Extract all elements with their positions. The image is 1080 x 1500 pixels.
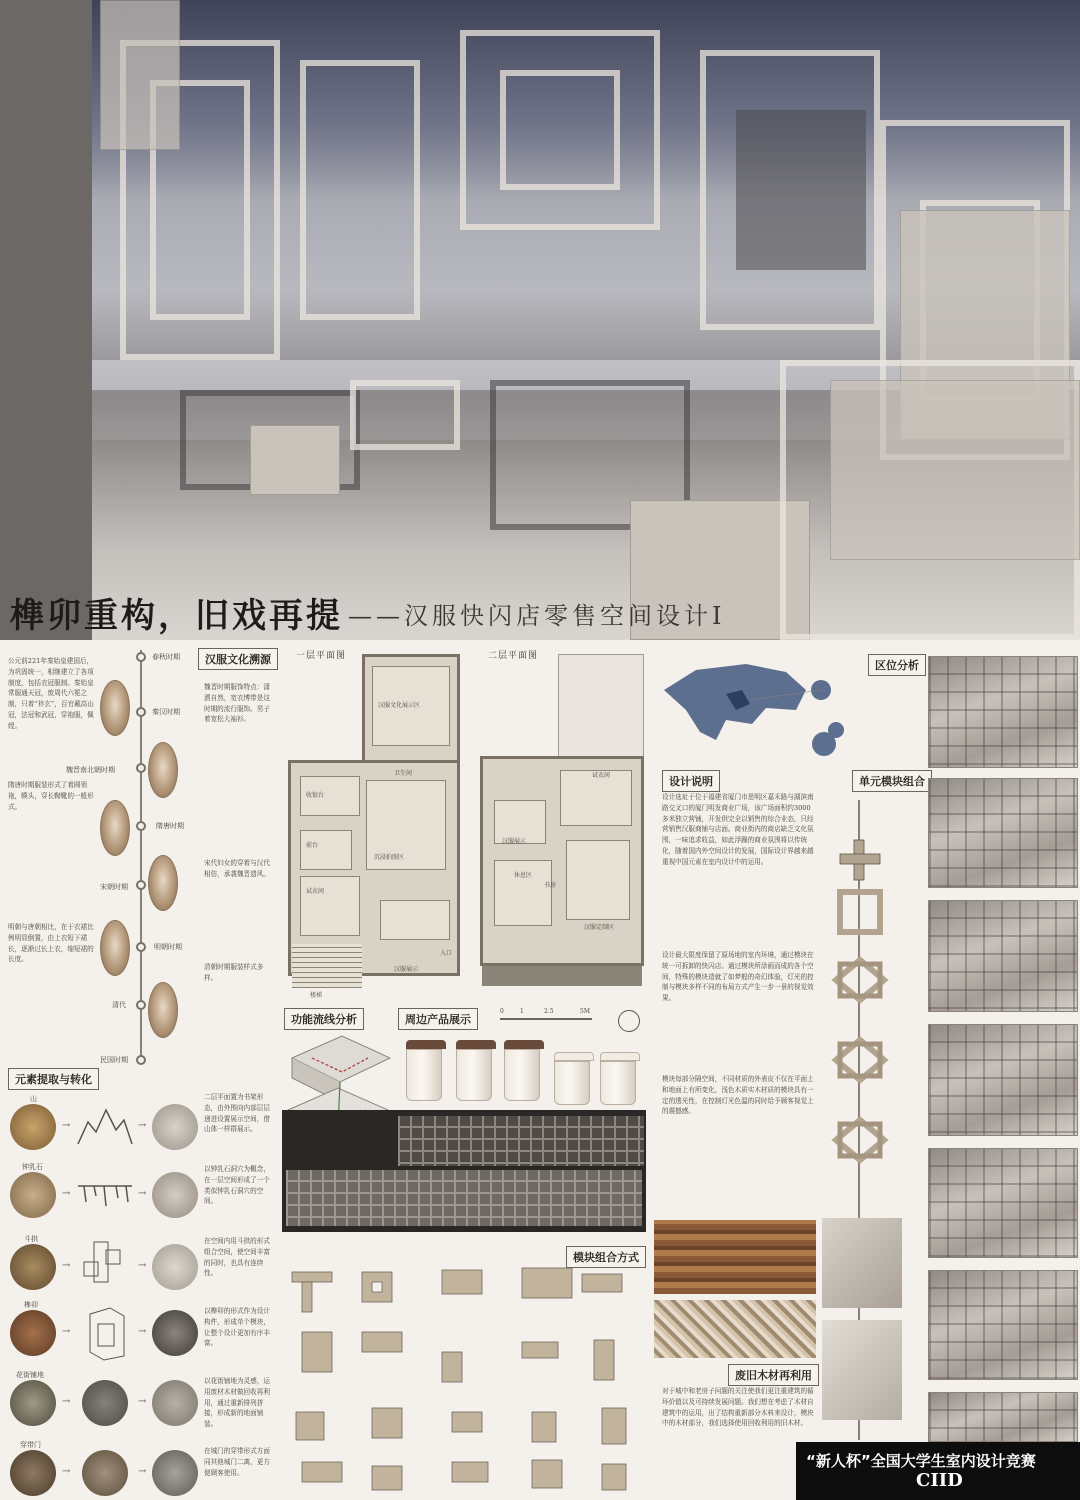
compass-icon: [618, 1010, 640, 1032]
module-cube: [822, 1320, 902, 1420]
wei-jin-text: 魏晋时期服饰特点：潇洒自然，宽衣博带是这时期的流行服饰。男子着宽松大袖衫。: [204, 683, 270, 724]
scale-tick: 0: [500, 1008, 504, 1015]
plan-label: 休息区: [514, 872, 533, 879]
sui-tang-text: 隋唐时期服装形式了着圆领袍，幞头，穿长靿靴的一般形式。: [8, 781, 94, 811]
element-name: 穿带门: [20, 1441, 41, 1449]
plan1-room: [300, 876, 360, 936]
section-design: 设计说明: [662, 770, 720, 792]
qing-text: 清朝时期服装样式多样。: [204, 963, 264, 982]
plan-label: 汉服展示: [502, 838, 527, 845]
era-label: 魏晋南北朝时期: [66, 766, 115, 774]
render-photo: [928, 1148, 1078, 1258]
hanfu-figure-qing: [148, 982, 178, 1038]
rock-sketch: [76, 1180, 134, 1210]
timeline-dot: [136, 1000, 146, 1010]
wood-text: 对于城中和老房子问题的关注使我们更注重建筑的循环价值以及可持续发展问题。我们想在考虑了木材自建筑中的运用，出了结构重新部分木料来设计，模块中的木材部分，我们选择使用回收利用的旧木材。: [662, 1387, 814, 1428]
arrow-icon: →: [62, 1188, 71, 1199]
era-label: 宋朝时期: [100, 883, 128, 891]
plan-label: 书房: [544, 882, 557, 889]
element-name: 钟乳石: [22, 1163, 43, 1171]
lattice-wall: [300, 60, 420, 320]
paving-texture: [82, 1380, 128, 1426]
plan-label: 试衣间: [306, 888, 325, 895]
locator-circle: [812, 732, 836, 756]
plan-label: 收银台: [306, 792, 325, 799]
plan-label: 汉服文化展示区: [378, 702, 421, 709]
render-photo: [928, 1024, 1078, 1136]
element-rock-text: 以钟乳石洞穴为概念，在一层空间形成了一个类似钟乳石洞穴的空间。: [204, 1165, 270, 1206]
door-render: [152, 1450, 198, 1496]
element-mountain-text: 二层平面置为书架形态，由外围向内部层层递进设置展示空间，借山体一样群展示。: [204, 1093, 270, 1134]
paving-photo: [10, 1380, 56, 1426]
plan-label: 汉服定制区: [584, 924, 615, 931]
rock-painting: [10, 1172, 56, 1218]
display-counter: [250, 425, 340, 495]
timeline-dot: [136, 880, 146, 890]
arrow-icon: →: [62, 1396, 71, 1407]
element-door-text: 在城门的穿带形式方面同其他城门二离，更方便顾客使用。: [204, 1447, 270, 1477]
plan1-stairs: [292, 944, 362, 988]
section-culture: 汉服文化溯源: [198, 648, 278, 670]
plan1-title: 一层平面图: [296, 651, 347, 661]
section-wood: 废旧木材再利用: [728, 1364, 819, 1386]
plan-label: 沉浸拍照区: [374, 854, 405, 861]
dougong-render: [152, 1244, 198, 1290]
module-exploded: [826, 830, 896, 1190]
section-lattice-lower: [286, 1170, 642, 1226]
lattice-wall: [500, 70, 620, 190]
paving-render: [152, 1380, 198, 1426]
product-cup: [504, 1040, 544, 1101]
hero-title: 榫卯重构，旧戏再提: [10, 596, 343, 636]
element-mortise-text: 以榫卯的形式作为设计构件，形成单个模块，让整个设计更加有序丰富。: [204, 1307, 270, 1348]
render-photo: [928, 1392, 1078, 1442]
door-detail: [82, 1450, 128, 1496]
render-photo: [928, 1270, 1078, 1380]
era-label: 明朝时期: [154, 943, 182, 951]
product-cup: [600, 1052, 640, 1105]
arrow-icon: →: [138, 1396, 147, 1407]
hanfu-figure-wei: [148, 742, 178, 798]
section-lattice-upper: [398, 1116, 644, 1166]
module-cube: [822, 1218, 902, 1308]
timeline-dot: [136, 763, 146, 773]
arrow-icon: →: [62, 1260, 71, 1271]
design-text-3: 模块每部分隔空间，不同材质的外表皮不仅在平面上和地面上有所变化，浅色木质实木材质的模块具有一定的透光性，在控制灯光色温的同时给予顾客视觉上的震撼感。: [662, 1075, 814, 1116]
plan-label: 楼梯: [310, 992, 323, 999]
section-elements: 元素提取与转化: [8, 1068, 99, 1090]
section-location: 区位分析: [868, 654, 926, 676]
section-modules: 模块组合方式: [566, 1246, 646, 1268]
ming-text: 明朝与唐朝相比，在于衣裙比例明显倒置，由上衣短下裙长，逐渐过长上衣，缩短裙的长度。: [8, 923, 94, 964]
mortise-render: [152, 1310, 198, 1356]
era-label: 隋唐时期: [156, 822, 184, 830]
plan-label: 汉服展示: [394, 966, 419, 973]
dougong-photo: [10, 1244, 56, 1290]
element-name: 榫卯: [24, 1301, 38, 1309]
song-text: 宋代妇女的穿着与汉代相仿，承袭魏晋遗风。: [204, 859, 270, 878]
wood-photo-2: [654, 1300, 816, 1358]
hanfu-figure-song: [148, 855, 178, 911]
plan2-base: [482, 966, 642, 986]
arrow-icon: →: [138, 1466, 147, 1477]
arrow-icon: →: [62, 1466, 71, 1477]
scale-tick: 5M: [580, 1008, 590, 1015]
plan-label: 前台: [306, 842, 319, 849]
arrow-icon: →: [62, 1120, 71, 1131]
scale-bar: [500, 1018, 592, 1020]
plan2-void: [558, 654, 644, 758]
design-text-2: 设计最大限度保留了原场地的室内环境，通过模块在统一可拆卸的快闪店。通过模块所涂画而成的各个空间，特殊的模块造就了如梦般的奇幻体验，灯光的控制与模块多样不同的布局方式产生一步一景的视觉效果。: [662, 951, 814, 1003]
plan2-room: [566, 840, 630, 920]
render-photo: [928, 778, 1078, 888]
plan1-room: [380, 900, 450, 940]
front-block: [830, 380, 1080, 560]
mortise-photo: [10, 1310, 56, 1356]
era-label: 秦汉时期: [152, 708, 180, 716]
badge-logo: CIID: [916, 1470, 963, 1491]
arrow-icon: →: [62, 1326, 71, 1337]
lattice-low: [350, 380, 460, 450]
era-label: 清代: [112, 1001, 126, 1009]
element-dougong-text: 在空间内用斗拱的形式组合空间，使空间丰富的同时，也具有连续性。: [204, 1237, 270, 1278]
hanfu-figure-tang: [100, 800, 130, 856]
door-photo: [10, 1450, 56, 1496]
element-name: 斗拱: [24, 1235, 38, 1243]
plan1-room: [300, 830, 352, 870]
dark-block: [736, 110, 866, 270]
hero-subtitle: ——汉服快闪店零售空间设计Ⅰ: [348, 602, 726, 630]
section-flow: 功能流线分析: [284, 1008, 364, 1030]
render-photo: [928, 656, 1078, 768]
design-text-1: 设计选址于位于福建省厦门市思明区嘉禾路与湖滨南路交叉口的厦门明发商业广场，该广场面积约3000多米独立营铺，开发供完全以销售的综合业态，只经营销售汉服商铺与店面。商业街内的商店缺乏文化氛围，一味追求收益，如此浮躁的商业氛围将以传统化，随着国内外空间设计的发展，国际设计界越来越重视中国元素在室内设计中的运用。: [662, 793, 814, 866]
product-cup: [406, 1040, 446, 1101]
era-label: 春秋时期: [152, 653, 180, 661]
timeline-dot: [136, 1055, 146, 1065]
plan-label: 入口: [440, 950, 453, 957]
mountain-sketch: [76, 1104, 134, 1148]
plan-label: 试衣间: [592, 772, 611, 779]
intro-text: 公元前221年秦始皇建国后，为巩固统一，相继建立了各项制度，包括衣冠服制。秦始皇常服通天冠，废周代六冕之制，只着“袗玄”，百官戴高山冠，法冠和武冠，穿袍服，佩绶。: [8, 657, 94, 730]
hanfu-figure-qin: [100, 680, 130, 736]
scale-tick: 2.5: [544, 1008, 554, 1015]
era-label: 民国时期: [100, 1056, 128, 1064]
arrow-icon: →: [138, 1260, 147, 1271]
arrow-icon: →: [138, 1120, 147, 1131]
section-products: 周边产品展示: [398, 1008, 478, 1030]
timeline-dot: [136, 821, 146, 831]
element-name: 花街铺地: [16, 1371, 44, 1379]
hero-render: [0, 0, 1080, 640]
arrow-icon: →: [138, 1326, 147, 1337]
wall-block: [100, 0, 180, 150]
mountain-painting: [10, 1104, 56, 1150]
product-cup: [456, 1040, 496, 1101]
module-combinations: [282, 1262, 646, 1498]
element-name: 山: [30, 1095, 37, 1103]
mountain-render: [152, 1104, 198, 1150]
dougong-sketch: [80, 1240, 130, 1288]
element-paving-text: 以花街铺地为灵感，运用废材木材做回收再利用，通过重新排列拼接，形成新的地面铺装。: [204, 1377, 270, 1429]
badge-title: “新人杯”全国大学生室内设计竞赛: [806, 1452, 1036, 1470]
section-unit: 单元模块组合: [852, 770, 932, 792]
mortise-sketch: [80, 1306, 130, 1362]
product-cup: [554, 1052, 594, 1105]
scale-tick: 1: [520, 1008, 524, 1015]
rock-render: [152, 1172, 198, 1218]
arrow-icon: →: [138, 1188, 147, 1199]
plan-label: 卫生间: [394, 770, 413, 777]
wood-photo-1: [654, 1220, 816, 1294]
hanfu-figure-ming: [100, 920, 130, 976]
timeline-dot: [136, 942, 146, 952]
timeline-dot: [136, 652, 146, 662]
render-photo: [928, 900, 1078, 1012]
column-left: [0, 0, 92, 640]
plan2-title: 二层平面图: [488, 651, 539, 661]
timeline-dot: [136, 707, 146, 717]
